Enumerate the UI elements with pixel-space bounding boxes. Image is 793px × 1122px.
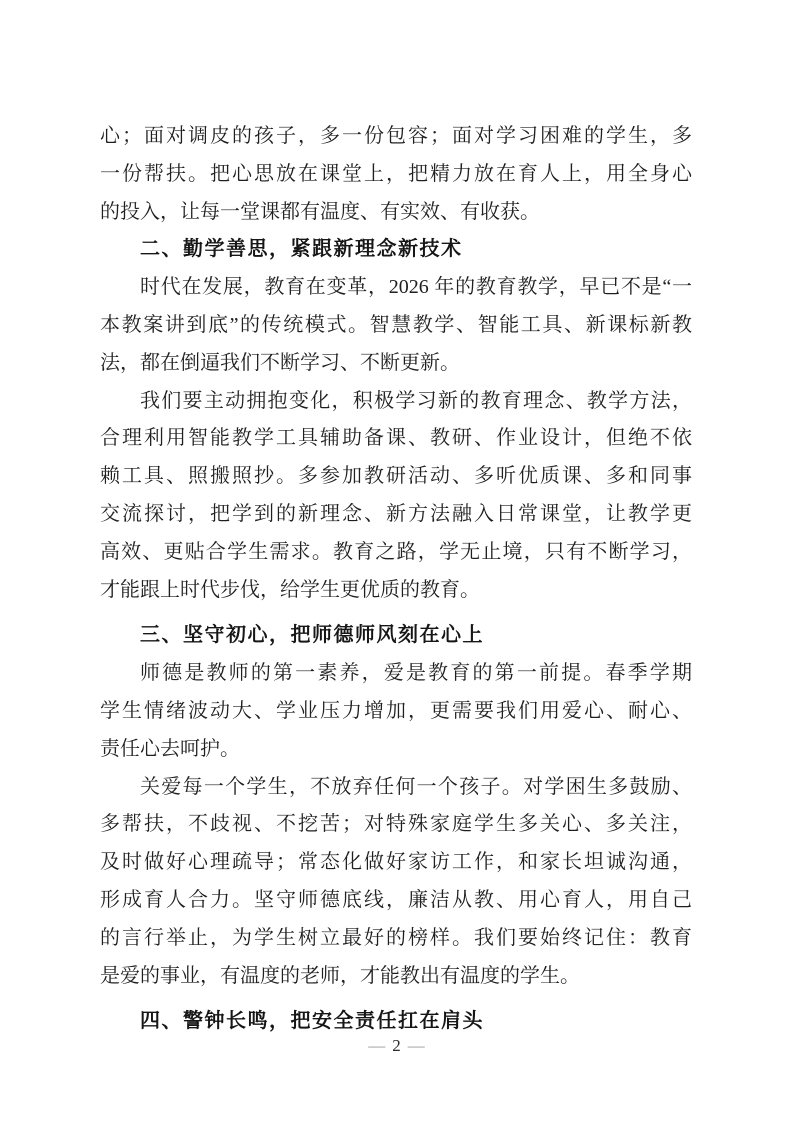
text-line: 多帮扶，不歧视、不挖苦；对特殊家庭学生多关心、多关注， [100,813,692,836]
page-number: 2 [392,1036,401,1055]
text-line: 才能跟上时代步伐，给学生更优质的教育。 [100,578,480,601]
section-heading: 三、坚守初心，把师德师风刻在心上 [140,624,484,647]
text-line: 合理利用智能教学工具辅助备课、教研、作业设计，但绝不依 [100,427,692,450]
text-line: 学生情绪波动大、学业压力增加，更需要我们用爱心、耐心、 [100,699,692,722]
text-line: 法，都在倒逼我们不断学习、不断更新。 [100,351,460,374]
text-line: 高效、更贴合学生需求。教育之路，学无止境，只有不断学习， [100,540,692,563]
text-line: 心；面对调皮的孩子，多一份包容；面对学习困难的学生，多 [100,125,692,147]
text-line: 赖工具、照搬照抄。多参加教研活动、多听优质课、多和同事 [100,465,692,488]
text-line: 关爱每一个学生，不放弃任何一个孩子。对学困生多鼓励、 [140,775,692,798]
text-line: 及时做好心理疏导；常态化做好家访工作，和家长坦诚沟通， [100,851,692,874]
text-line: 责任心去呵护。 [100,737,240,760]
text-line: 我们要主动拥抱变化，积极学习新的教育理念、教学方法， [140,389,692,412]
text-line: 时代在发展，教育在变革，2026 年的教育教学，早已不是“一 [140,276,692,299]
section-heading: 二、勤学善思，紧跟新理念新技术 [140,238,463,261]
document-body [100,118,692,1041]
text-line: 的言行举止，为学生树立最好的榜样。我们要始终记住：教育 [100,926,692,949]
text-line: 形成育人合力。坚守师德底线，廉洁从教、用心育人，用自己 [100,888,692,911]
page-footer [0,1036,793,1056]
text-line: 师德是教师的第一素养，爱是教育的第一前提。春季学期 [140,662,692,685]
page-number-dash-right: — [407,1036,425,1055]
page-number-dash-left: — [368,1036,386,1055]
text-line: 一份帮扶。把心思放在课堂上，把精力放在育人上，用全身心 [100,162,692,185]
text-line: 交流探讨，把学到的新理念、新方法融入日常课堂，让教学更 [100,502,692,525]
section-heading: 四、警钟长鸣，把安全责任扛在肩头 [140,1010,484,1033]
text-line: 本教案讲到底”的传统模式。智慧教学、智能工具、新课标新教 [100,313,692,336]
text-line: 的投入，让每一堂课都有温度、有实效、有收获。 [100,200,540,223]
text-line: 是爱的事业，有温度的老师，才能教出有温度的学生。 [100,964,580,987]
